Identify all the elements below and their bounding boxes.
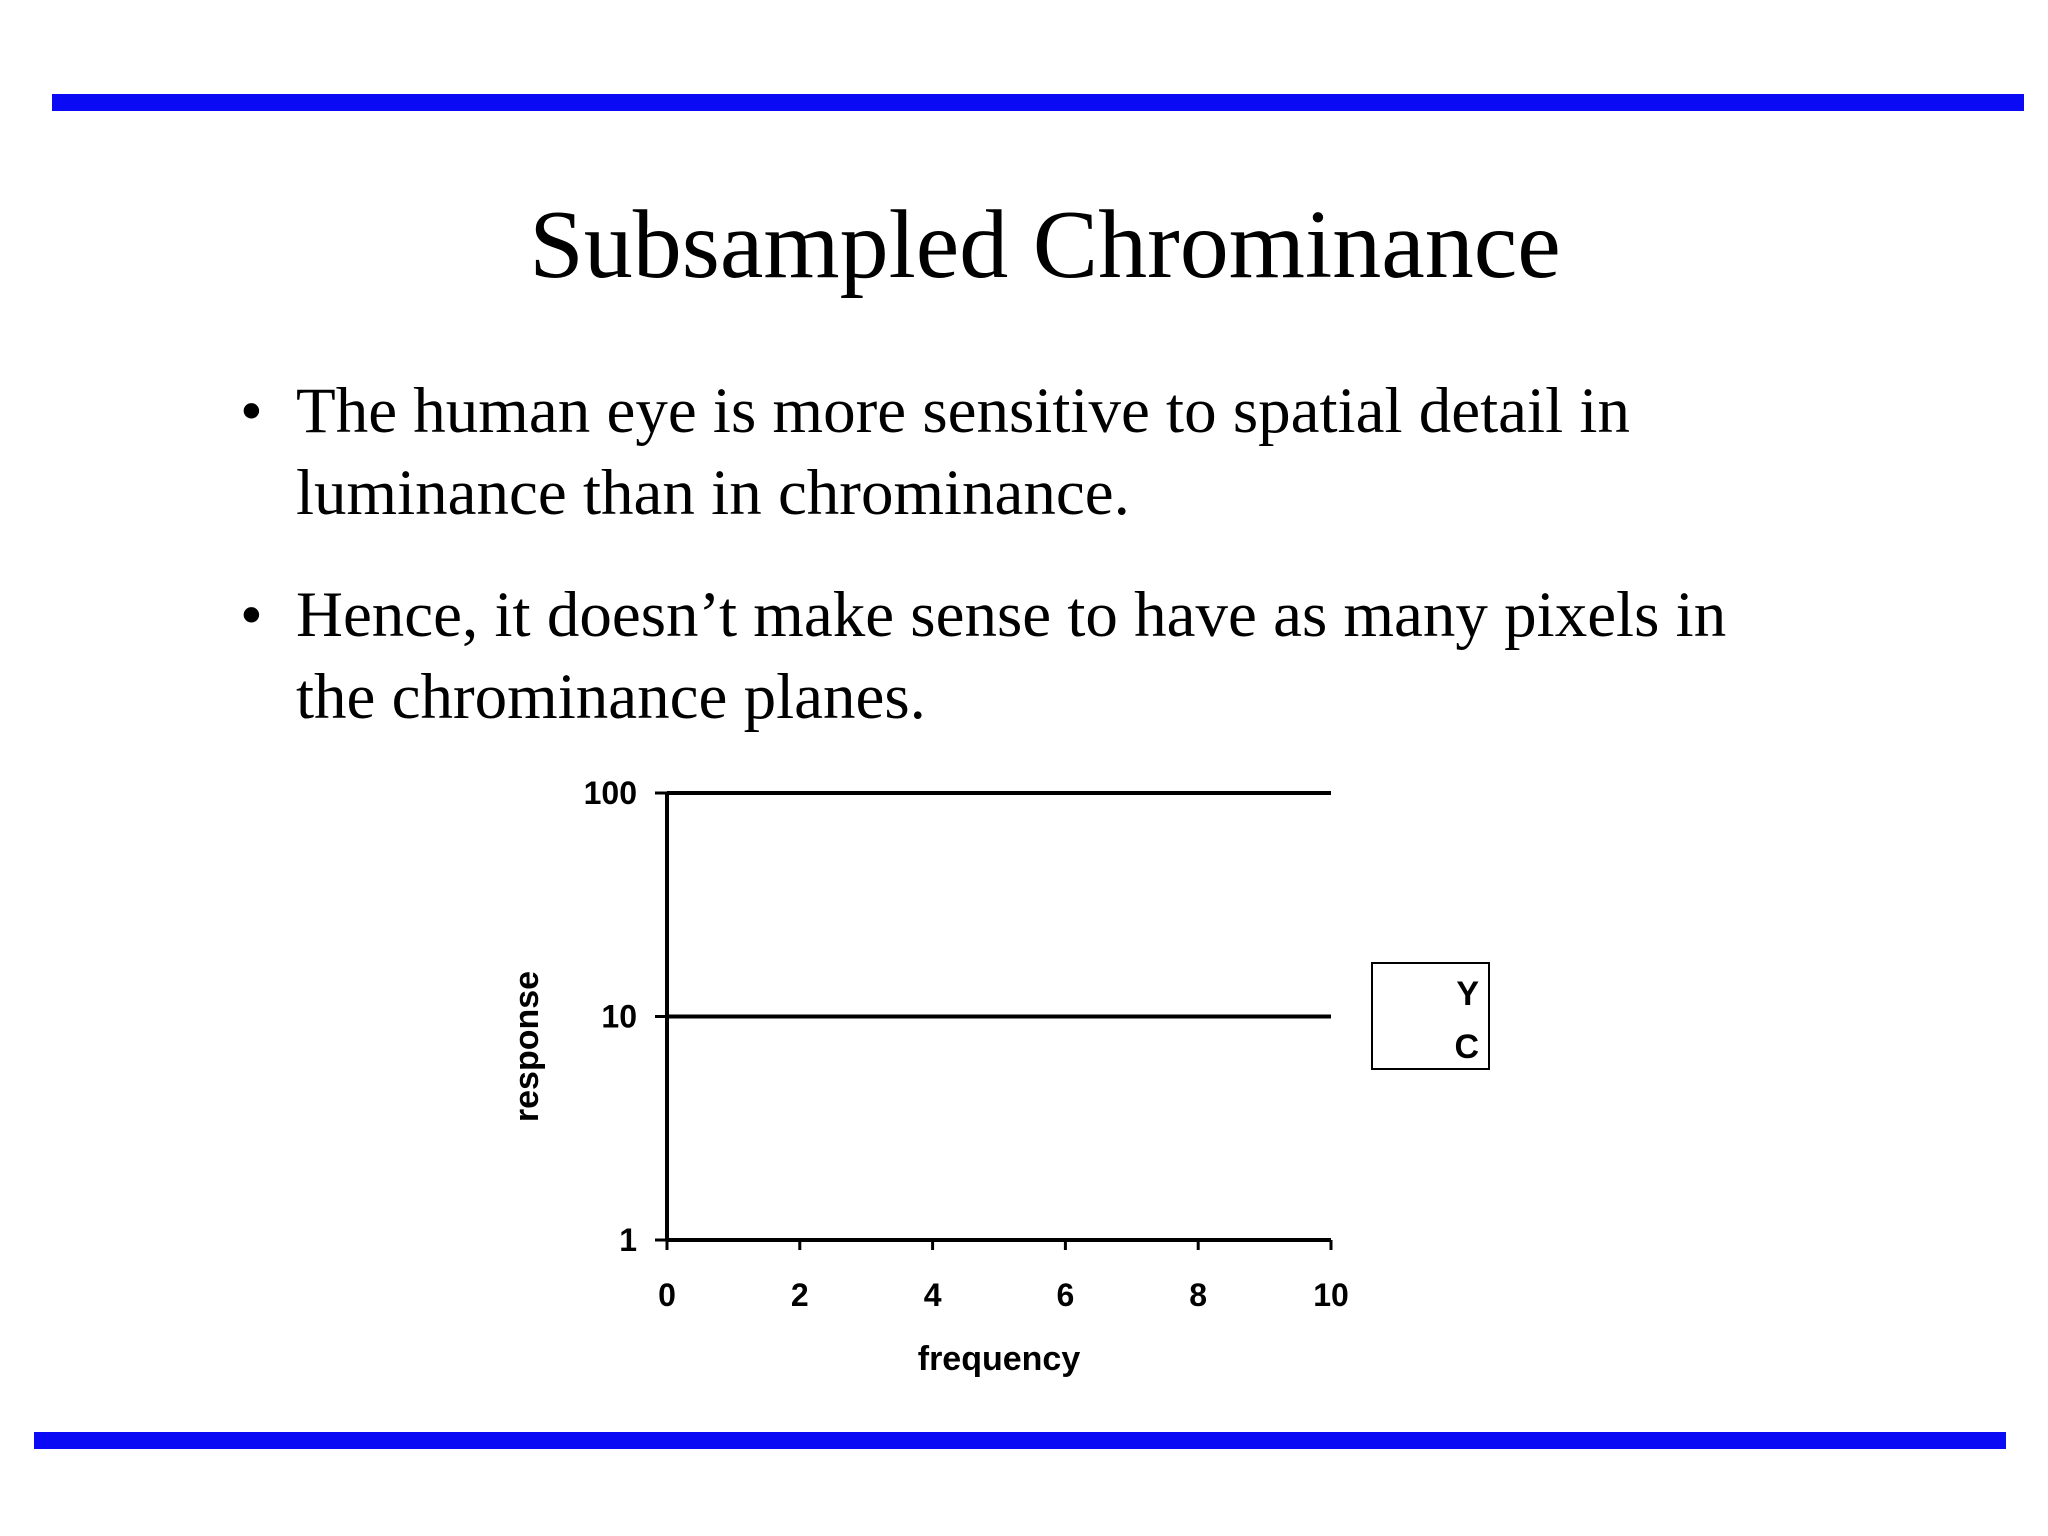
y-tick-label: 1 bbox=[619, 1222, 637, 1258]
x-tick-label: 10 bbox=[1313, 1277, 1349, 1313]
axes-layer bbox=[655, 793, 1331, 1250]
x-tick-label: 0 bbox=[658, 1277, 676, 1313]
y-tick-label: 100 bbox=[583, 775, 637, 811]
slide-title: Subsampled Chrominance bbox=[529, 191, 1561, 299]
labels-layer bbox=[508, 775, 1349, 1378]
bottom-accent-rule bbox=[34, 1432, 2006, 1449]
bullet-text: Hence, it doesn’t make sense to have as many pixels in the chrominance planes. bbox=[296, 579, 1727, 733]
bullet-dot-icon: • bbox=[240, 579, 263, 651]
bullet-text: The human eye is more sensitive to spatial detail in luminance than in chrominance. bbox=[296, 375, 1630, 529]
series-layer bbox=[667, 793, 1331, 1017]
bullet-dot-icon: • bbox=[240, 375, 263, 447]
x-tick-label: 4 bbox=[923, 1277, 942, 1313]
x-axis-title: frequency bbox=[917, 1340, 1081, 1378]
y-axis-title: response bbox=[508, 970, 546, 1123]
legend bbox=[1372, 963, 1489, 1069]
legend-label-c: C bbox=[1454, 1028, 1479, 1066]
y-tick-label: 10 bbox=[601, 998, 637, 1035]
x-tick-label: 2 bbox=[790, 1277, 809, 1313]
legend-label-y: Y bbox=[1456, 975, 1479, 1013]
x-tick-label: 8 bbox=[1189, 1277, 1208, 1313]
x-tick-label: 6 bbox=[1056, 1277, 1075, 1313]
